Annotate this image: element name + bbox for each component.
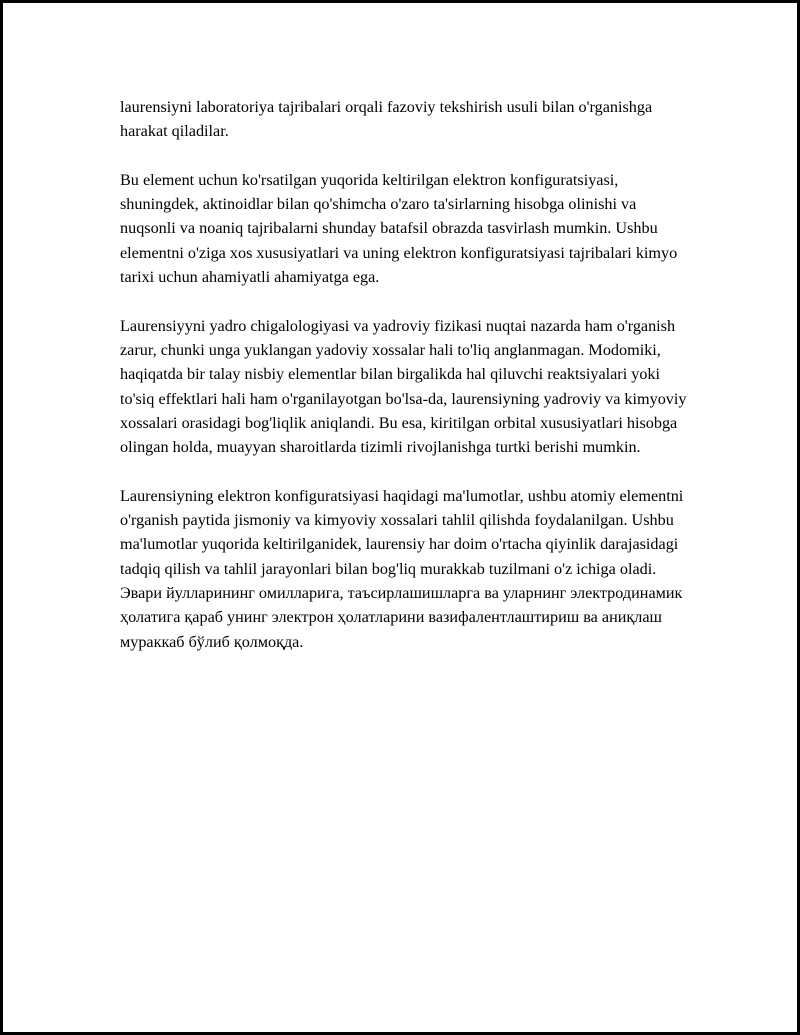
document-body (120, 95, 690, 678)
paragraph: Laurensiyning elektron konfiguratsiyasi haqidagi ma'lumotlar, ushbu atomiy elementni o'rganish paytida jismoniy va kimyoviy xossalari tahlil qilishda foydalanilgan. Ushbu ma'lumotlar yuqorida keltirilganidek, laurensiy har doim o'rtacha qiyinlik darajasidagi tadqiq qilish va tahlil jarayonlari bilan bog'liq murakkab tuzilmani o'z ichiga oladi. Эвари йулларининг омилларига, таъсирлашишларга ва уларнинг электродинамик ҳолатига қараб унинг электрон ҳолатларини вазифалентлаштириш ва аниқлаш мураккаб бўлиб қолмоқда. (120, 486, 684, 651)
paragraph: Bu element uchun ko'rsatilgan yuqorida keltirilgan elektron konfiguratsiyasi, shuningdek, aktinoidlar bilan qo'shimcha o'zaro ta'sirlarning hisobga olinishi va nuqsonli va noaniq tajribalarni shunday batafsil obrazda tasvirlash mumkin. Ushbu elementni o'ziga xos xususiyatlari va uning elektron konfiguratsiyasi tajribalari kimyo tarixi uchun ahamiyatli ahamiyatga ega. (120, 170, 678, 287)
paragraph: laurensiyni laboratoriya tajribalari orqali fazoviy tekshirish usuli bilan o'rganishga harakat qiladilar. (120, 98, 653, 141)
paragraph: Laurensiyyni yadro chigalologiyasi va yadroviy fizikasi nuqtai nazarda ham o'rganish zarur, chunki unga yuklangan yadoviy xossalar hali to'liq anglanmagan. Modomiki, haqiqatda bir talay nisbiy elementlar bilan birgalikda hal qiluvchi reaktsiyalari yoki to'siq effektlari hali ham o'rganilayotgan bo'lsa-da, laurensiyning yadroviy va kimyoviy xossalari orasidagi bog'liqlik aniqlandi. Bu esa, kiritilgan orbital xususiyatlari hisobga olingan holda, muayyan sharoitlarda tizimli rivojlanishga turtki berishi mumkin. (120, 316, 687, 457)
